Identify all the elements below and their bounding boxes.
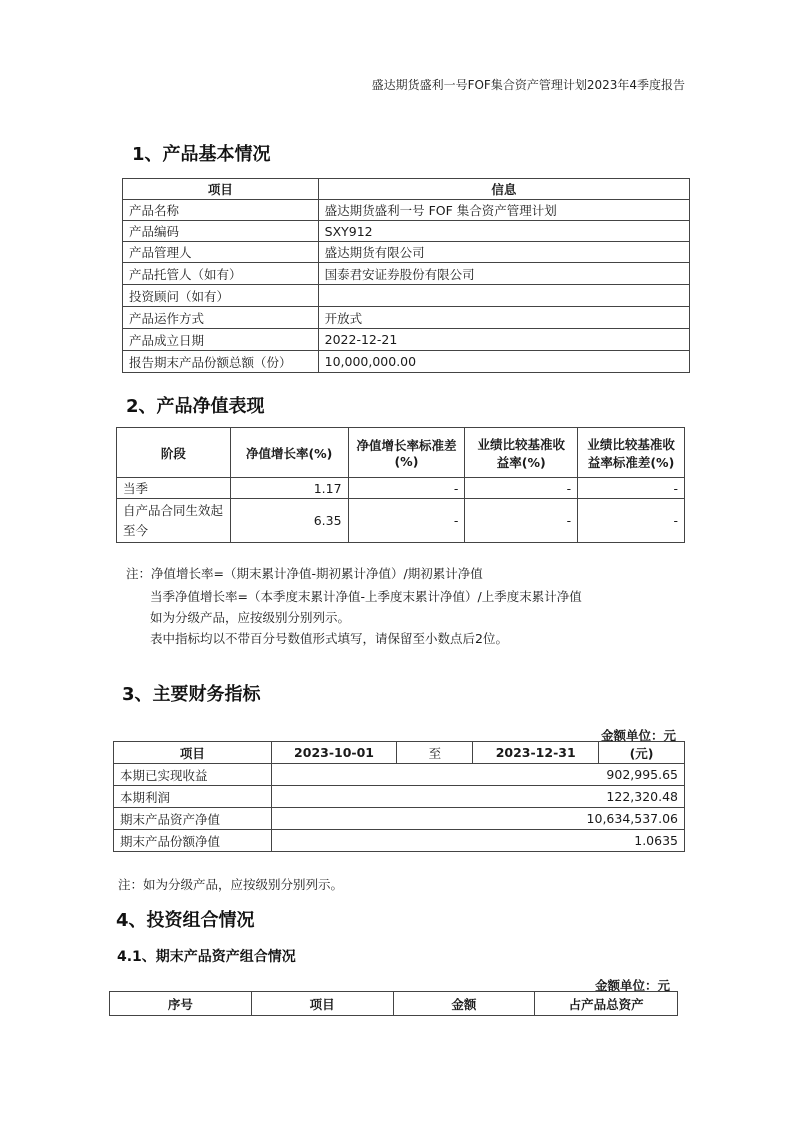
col-header-info: 信息	[318, 179, 689, 200]
row-label: 报告期末产品份额总额（份）	[123, 351, 319, 373]
table-row	[123, 351, 690, 373]
table-row	[123, 285, 690, 307]
row-label: 本期已实现收益	[114, 764, 272, 786]
nav-note-4: 表中指标均以不带百分号数值形式填写，请保留至小数点后2位。	[150, 631, 508, 646]
row-value: 1.0635	[271, 830, 684, 852]
stage-cell: 当季	[117, 478, 231, 499]
row-label: 产品编码	[123, 221, 319, 242]
col-header-end-date: 2023-12-31	[473, 742, 599, 764]
section-4-title: 4、投资组合情况	[116, 910, 255, 931]
row-value: 国泰君安证券股份有限公司	[318, 263, 689, 285]
row-value: 开放式	[318, 307, 689, 329]
growth-cell: 6.35	[230, 499, 348, 543]
col-header-start-date: 2023-10-01	[271, 742, 397, 764]
growth-cell: 1.17	[230, 478, 348, 499]
col-header-seq: 序号	[110, 992, 252, 1016]
report-header-title: 盛达期货盛利一号FOF集合资产管理计划2023年4季度报告	[371, 78, 685, 92]
table-row	[123, 329, 690, 351]
col-header-amount: 金额	[393, 992, 535, 1016]
table-row	[114, 786, 685, 808]
table-row	[117, 478, 685, 499]
row-label: 期末产品份额净值	[114, 830, 272, 852]
section-4-1-title: 4.1、期末产品资产组合情况	[117, 949, 296, 965]
section-3-title: 3、主要财务指标	[122, 684, 261, 705]
stage-cell: 自产品合同生效起至今	[117, 499, 231, 543]
bench-cell: -	[465, 499, 578, 543]
table-row	[123, 242, 690, 263]
col-header-ratio: 占产品总资产	[535, 992, 678, 1016]
section-1-title: 1、产品基本情况	[132, 144, 271, 165]
bench-cell: -	[465, 478, 578, 499]
row-value: 902,995.65	[271, 764, 684, 786]
row-value: 盛达期货有限公司	[318, 242, 689, 263]
nav-note-3: 如为分级产品，应按级别分别列示。	[150, 610, 351, 625]
row-label: 产品运作方式	[123, 307, 319, 329]
nav-note-2: 当季净值增长率=（本季度末累计净值-上季度末累计净值）/上季度末累计净值	[150, 589, 582, 604]
row-label: 产品成立日期	[123, 329, 319, 351]
table-row	[114, 764, 685, 786]
table-row	[123, 200, 690, 221]
row-value: 2022-12-21	[318, 329, 689, 351]
row-label: 期末产品资产净值	[114, 808, 272, 830]
financial-note: 注：如为分级产品，应按级别分别列示。	[118, 877, 344, 892]
table-row	[117, 499, 685, 543]
table-row	[123, 307, 690, 329]
table-row	[114, 830, 685, 852]
col-header-std: 净值增长率标准差(%)	[348, 428, 465, 478]
col-header-growth: 净值增长率(%)	[230, 428, 348, 478]
row-label: 产品托管人（如有）	[123, 263, 319, 285]
row-label: 投资顾问（如有）	[123, 285, 319, 307]
table-row	[123, 263, 690, 285]
section-2-title: 2、产品净值表现	[126, 396, 265, 417]
row-value: SXY912	[318, 221, 689, 242]
table-row	[123, 221, 690, 242]
amount-unit-label: 金额单位：元	[600, 728, 676, 743]
bench-std-cell: -	[578, 499, 685, 543]
asset-portfolio-table	[109, 991, 678, 1016]
nav-performance-table	[116, 427, 685, 543]
row-label: 产品管理人	[123, 242, 319, 263]
bench-std-cell: -	[578, 478, 685, 499]
col-header-bench-std: 业绩比较基准收益率标准差(%)	[578, 428, 685, 478]
amount-unit-label: 金额单位：元	[594, 978, 670, 993]
std-cell: -	[348, 499, 465, 543]
row-label: 本期利润	[114, 786, 272, 808]
col-header-to: 至	[397, 742, 473, 764]
nav-note-1: 注：净值增长率=（期末累计净值-期初累计净值）/期初累计净值	[126, 566, 483, 581]
col-header-stage: 阶段	[117, 428, 231, 478]
col-header-currency: (元)	[599, 742, 685, 764]
col-header-item: 项目	[123, 179, 319, 200]
col-header-item: 项目	[114, 742, 272, 764]
col-header-bench: 业绩比较基准收益率(%)	[465, 428, 578, 478]
row-value: 盛达期货盛利一号 FOF 集合资产管理计划	[318, 200, 689, 221]
row-value: 122,320.48	[271, 786, 684, 808]
financial-indicators-table	[113, 741, 685, 852]
col-header-item: 项目	[251, 992, 393, 1016]
table-row	[114, 808, 685, 830]
row-label: 产品名称	[123, 200, 319, 221]
std-cell: -	[348, 478, 465, 499]
row-value: 10,634,537.06	[271, 808, 684, 830]
row-value	[318, 285, 689, 307]
row-value: 10,000,000.00	[318, 351, 689, 373]
basic-info-table	[122, 178, 690, 373]
